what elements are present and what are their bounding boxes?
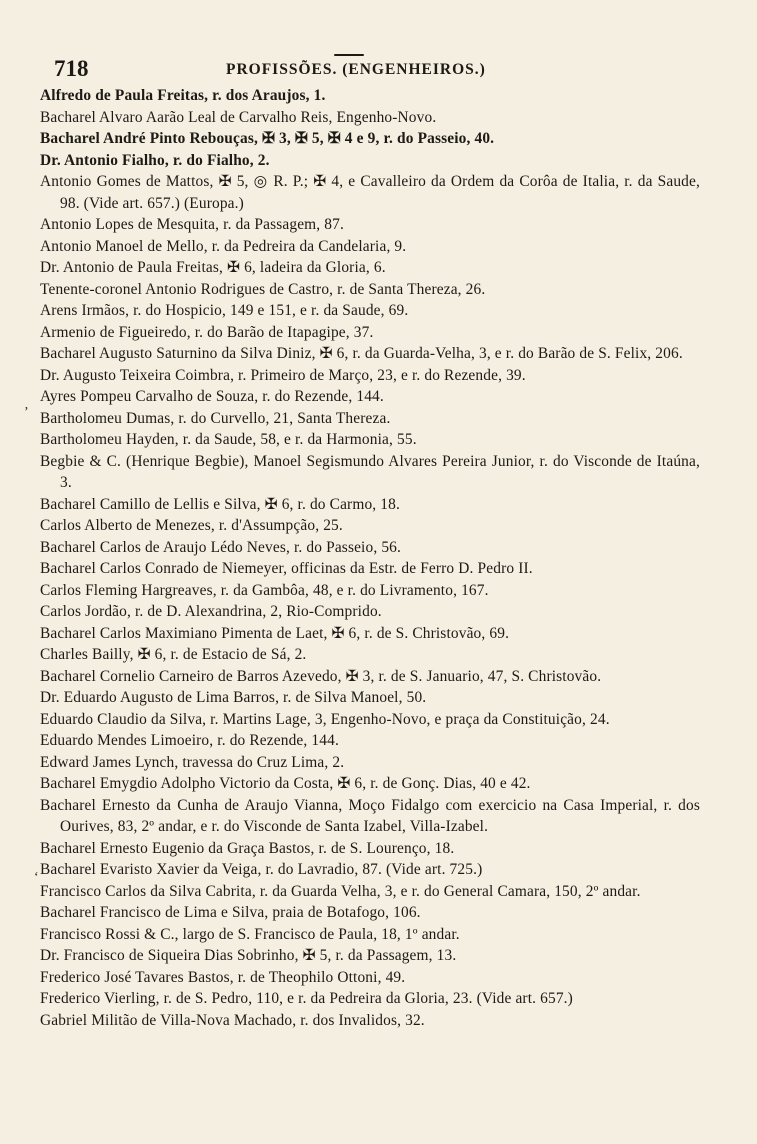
directory-entry: Alfredo de Paula Freitas, r. dos Araujos, 1. xyxy=(40,87,326,104)
directory-entry: Bartholomeu Hayden, r. da Saude, 58, e r. da Harmonia, 55. xyxy=(40,431,417,448)
directory-entry: Bacharel Ernesto da Cunha de Araujo Vianna, Moço Fidalgo com exercicio na Casa Imperial, r. dos Ourives, 83, 2º andar, e r. do Visconde de Santa Izabel, Villa-Izabel. xyxy=(40,796,700,835)
directory-entry: Bacharel Carlos Maximiano Pimenta de Laet, ✠ 6, r. de S. Christovão, 69. xyxy=(40,624,510,642)
directory-entry: Bacharel Carlos de Araujo Lédo Neves, r. do Passeio, 56. xyxy=(40,538,402,556)
directory-entry: Eduardo Mendes Limoeiro, r. do Rezende, 144. xyxy=(40,732,339,749)
directory-entry: Edward James Lynch, travessa do Cruz Lima, 2. xyxy=(40,753,345,771)
directory-entry: Dr. Francisco de Siqueira Dias Sobrinho, ✠ 5, r. da Passagem, 13. xyxy=(40,947,457,964)
directory-entry: Bacharel Evaristo Xavier da Veiga, r. do Lavradio, 87. (Vide art. 725.) xyxy=(40,861,483,878)
directory-entry: Carlos Jordão, r. de D. Alexandrina, 2, Rio-Comprido. xyxy=(40,603,382,620)
directory-entry: Carlos Alberto de Menezes, r. d'Assumpção, 25. xyxy=(40,517,343,534)
directory-entry: Bacharel Camillo de Lellis e Silva, ✠ 6, r. do Carmo, 18. xyxy=(40,495,400,513)
directory-entry: Carlos Fleming Hargreaves, r. da Gambôa, 48, e r. do Livramento, 167. xyxy=(40,581,489,599)
directory-entry: Dr. Antonio de Paula Freitas, ✠ 6, ladeira da Gloria, 6. xyxy=(40,259,386,276)
directory-entry: Bacharel Cornelio Carneiro de Barros Azevedo, ✠ 3, r. de S. Januario, 47, S. Christovão. xyxy=(40,667,602,685)
directory-entry: Bacharel Carlos Conrado de Niemeyer, officinas da Estr. de Ferro D. Pedro II. xyxy=(40,560,533,577)
page-header xyxy=(54,54,714,88)
directory-entry: Dr. Augusto Teixeira Coimbra, r. Primeiro de Março, 23, e r. do Rezende, 39. xyxy=(40,366,526,384)
directory-entry: Armenio de Figueiredo, r. do Barão de Itapagipe, 37. xyxy=(40,323,374,341)
directory-entry: Bacharel Ernesto Eugenio da Graça Bastos, r. de S. Lourenço, 18. xyxy=(40,839,455,857)
directory-entry: Frederico Vierling, r. de S. Pedro, 110, e r. da Pedreira da Gloria, 23. (Vide art. 657.) xyxy=(40,990,573,1007)
directory-entry: Dr. Eduardo Augusto de Lima Barros, r. de Silva Manoel, 50. xyxy=(40,689,427,706)
directory-entry: Tenente-coronel Antonio Rodrigues de Castro, r. de Santa Thereza, 26. xyxy=(40,280,486,298)
directory-entry: Gabriel Militão de Villa-Nova Machado, r. dos Invalidos, 32. xyxy=(40,1011,425,1029)
directory-entry: Bacharel Augusto Saturnino da Silva Diniz, ✠ 6, r. da Guarda-Velha, 3, e r. do Barão de S. Felix, 206. xyxy=(40,345,683,362)
directory-entry: Frederico José Tavares Bastos, r. de Theophilo Ottoni, 49. xyxy=(40,968,406,986)
directory-entry: Bacharel Emygdio Adolpho Victorio da Costa, ✠ 6, r. de Gonç. Dias, 40 e 42. xyxy=(40,775,531,792)
page-number: 718 xyxy=(54,56,89,81)
directory-entry: Charles Bailly, ✠ 6, r. de Estacio de Sá, 2. xyxy=(40,646,307,663)
directory-entry: Ayres Pompeu Carvalho de Souza, r. do Rezende, 144. xyxy=(40,388,384,405)
directory-entry: Bacharel André Pinto Rebouças, ✠ 3, ✠ 5, ✠ 4 e 9, r. do Passeio, 40. xyxy=(40,130,495,147)
directory-entry: Francisco Carlos da Silva Cabrita, r. da Guarda Velha, 3, e r. do General Camara, 150, 2º andar. xyxy=(40,882,641,900)
directory-entry: Dr. Antonio Fialho, r. do Fialho, 2. xyxy=(40,151,270,169)
directory-entry: Antonio Lopes de Mesquita, r. da Passagem, 87. xyxy=(40,216,344,233)
ornament-dash xyxy=(334,54,364,56)
directory-entry: Bacharel Francisco de Lima e Silva, praia de Botafogo, 106. xyxy=(40,904,421,921)
margin-mark: ’ xyxy=(24,405,29,420)
directory-entry: Eduardo Claudio da Silva, r. Martins Lage, 3, Engenho-Novo, e praça da Constituição, 24. xyxy=(40,710,610,728)
directory-entry: Begbie & C. (Henrique Begbie), Manoel Segismundo Alvares Pereira Junior, r. do Visconde de Itaúna, 3. xyxy=(40,452,700,491)
directory-entry: Francisco Rossi & C., largo de S. Francisco de Paula, 18, 1º andar. xyxy=(40,925,460,943)
directory-entry: Antonio Gomes de Mattos, ✠ 5, ◎ R. P.; ✠ 4, e Cavalleiro da Ordem da Corôa de Italia, r. da Saude, 98. (Vide art. 657.) (Europa.) xyxy=(40,173,700,212)
directory-entry: Bacharel Alvaro Aarão Leal de Carvalho Reis, Engenho-Novo. xyxy=(40,108,437,126)
page-title: PROFISSÕES. (ENGENHEIROS.) xyxy=(226,61,486,78)
directory-entry: Antonio Manoel de Mello, r. da Pedreira da Candelaria, 9. xyxy=(40,237,407,255)
margin-mark: ‘ xyxy=(34,870,39,885)
directory-entries xyxy=(40,85,700,1031)
directory-entry: Bartholomeu Dumas, r. do Curvello, 21, Santa Thereza. xyxy=(40,409,391,427)
directory-entry: Arens Irmãos, r. do Hospicio, 149 e 151, e r. da Saude, 69. xyxy=(40,302,409,319)
